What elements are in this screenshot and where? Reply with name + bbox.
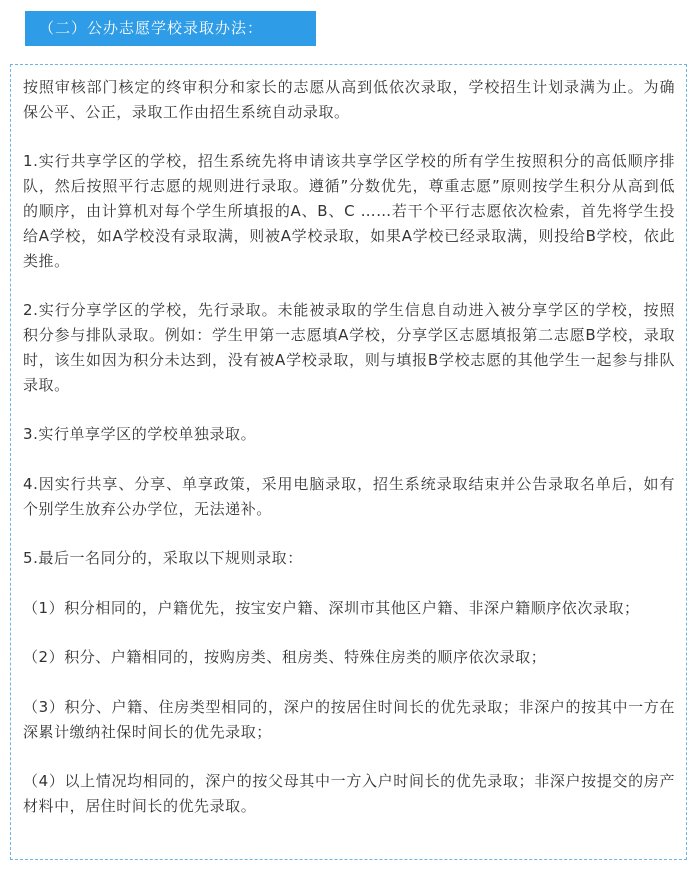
rule-3-paragraph: 3.实行单享学区的学校单独录取。 [23, 425, 257, 444]
rule-2-paragraph: 2.实行分享学区的学校，先行录取。未能被录取的学生信息自动进入被分享学区的学校，按照积分参与排队录取。例如：学生甲第一志愿填A学校，分享学区志愿填报第二志愿B学校，录取时，该生如因为积分未达到，没有被A学校录取，则与填报B学校志愿的其他学生一起参与排队录取。 [23, 301, 675, 394]
section-title-badge: （二）公办志愿学校录取办法： [25, 11, 316, 46]
rule-5-paragraph: 5.最后一名同分的，采取以下规则录取： [23, 549, 303, 568]
content-box [10, 64, 687, 860]
rule-1-paragraph: 1.实行共享学区的学校，招生系统先将申请该共享学区学校的所有学生按照积分的高低顺序排队，然后按照平行志愿的规则进行录取。遵循”分数优先，尊重志愿”原则按学生积分从高到低的顺序，由计算机对每个学生所填报的A、B、C ……若干个平行志愿依次检索，首先将学生投给A学校，如A学校没有录取满，则被A学校录取，如果A学校已经录取满，则投给B学校，依此类推。 [23, 152, 675, 270]
rule-4-paragraph: 4.因实行共享、分享、单享政策，采用电脑录取，招生系统录取结束并公告录取名单后，如有个别学生放弃公办学位，无法递补。 [23, 474, 675, 518]
tiebreak-3-paragraph: （3）积分、户籍、住房类型相同的，深户的按居住时间长的优先录取；非深户的按其中一方在深累计缴纳社保时间长的优先录取； [23, 697, 675, 741]
tiebreak-1-paragraph: （1）积分相同的，户籍优先，按宝安户籍、深圳市其他区户籍、非深户籍顺序依次录取； [23, 598, 640, 617]
tiebreak-4-paragraph: （4）以上情况均相同的，深户的按父母其中一方入户时间长的优先录取；非深户按提交的房产材料中，居住时间长的优先录取。 [23, 772, 675, 816]
tiebreak-2-paragraph: （2）积分、户籍相同的，按购房类、租房类、特殊住房类的顺序依次录取； [23, 648, 547, 667]
intro-paragraph: 按照审核部门核定的终审积分和家长的志愿从高到低依次录取，学校招生计划录满为止。为确保公平、公正，录取工作由招生系统自动录取。 [23, 78, 675, 121]
